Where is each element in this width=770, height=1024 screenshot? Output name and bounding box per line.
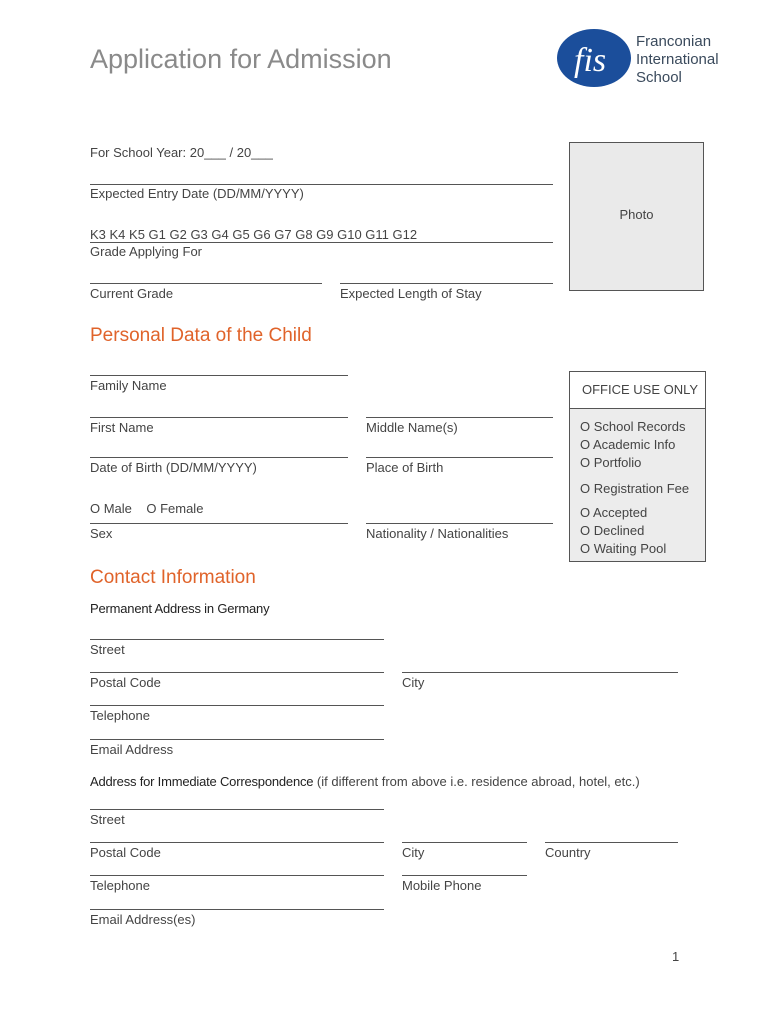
office-item-accepted[interactable]: O Accepted [580, 505, 648, 520]
office-item-declined[interactable]: O Declined [580, 523, 645, 538]
middle-names-line[interactable] [366, 417, 553, 418]
telephone-line[interactable] [90, 705, 384, 706]
first-name-line[interactable] [90, 417, 348, 418]
correspondence-note: (if different from above i.e. residence abroad, hotel, etc.) [313, 774, 640, 789]
city2-line[interactable] [402, 842, 527, 843]
mobile2-line[interactable] [402, 875, 527, 876]
logo-mark: fis [574, 42, 607, 79]
first-name-label: First Name [90, 420, 154, 435]
grade-line [90, 242, 553, 243]
school-year-field[interactable]: For School Year: 20___ / 20___ [90, 145, 273, 160]
email2-line[interactable] [90, 909, 384, 910]
postal-code-label: Postal Code [90, 675, 161, 690]
office-item-registration-fee[interactable]: O Registration Fee [580, 481, 690, 496]
country2-label: Country [545, 845, 591, 860]
grade-options[interactable]: K3 K4 K5 G1 G2 G3 G4 G5 G6 G7 G8 G9 G10 G11 G12 [90, 227, 418, 242]
office-item-portfolio[interactable]: O Portfolio [580, 455, 642, 470]
photo-box[interactable] [569, 142, 704, 291]
street2-line[interactable] [90, 809, 384, 810]
current-grade-line[interactable] [90, 283, 322, 284]
office-item-waiting-pool[interactable]: O Waiting Pool [580, 541, 667, 556]
office-item-school-records[interactable]: O School Records [580, 419, 686, 434]
postal-code-line[interactable] [90, 672, 384, 673]
postal-code2-line[interactable] [90, 842, 384, 843]
family-name-line[interactable] [90, 375, 348, 376]
city-line[interactable] [402, 672, 678, 673]
office-item-academic-info[interactable]: O Academic Info [580, 437, 676, 452]
logo-text-line1: Franconian [636, 33, 712, 50]
personal-data-heading: Personal Data of the Child [90, 325, 312, 346]
entry-date-label: Expected Entry Date (DD/MM/YYYY) [90, 186, 304, 201]
logo-text-line2: International [636, 51, 719, 68]
mobile2-label: Mobile Phone [402, 878, 482, 893]
nationality-line[interactable] [366, 523, 553, 524]
current-grade-label: Current Grade [90, 286, 174, 301]
entry-date-line[interactable] [90, 184, 553, 185]
sex-options[interactable]: O Male O Female [90, 501, 204, 516]
dob-line[interactable] [90, 457, 348, 458]
email2-label: Email Address(es) [90, 912, 196, 927]
place-of-birth-label: Place of Birth [366, 460, 444, 475]
page-title: Application for Admission [90, 44, 392, 74]
street-label: Street [90, 642, 125, 657]
logo-text [636, 33, 719, 87]
office-use-box [569, 371, 706, 562]
family-name-label: Family Name [90, 378, 167, 393]
dob-label: Date of Birth (DD/MM/YYYY) [90, 460, 257, 475]
photo-label: Photo [619, 207, 654, 222]
country2-line[interactable] [545, 842, 678, 843]
place-of-birth-line[interactable] [366, 457, 553, 458]
correspondence-heading-row [90, 774, 640, 789]
nationality-label: Nationality / Nationalities [366, 526, 509, 541]
logo-text-line3: School [636, 69, 682, 86]
permanent-address-heading: Permanent Address in Germany [90, 601, 270, 616]
email-label: Email Address [90, 742, 174, 757]
telephone2-label: Telephone [90, 878, 150, 893]
correspondence-heading: Address for Immediate Correspondence [90, 774, 314, 789]
office-use-header [570, 372, 705, 409]
postal-code2-label: Postal Code [90, 845, 161, 860]
email-line[interactable] [90, 739, 384, 740]
contact-heading: Contact Information [90, 567, 256, 588]
grade-applying-label: Grade Applying For [90, 244, 203, 259]
sex-label: Sex [90, 526, 113, 541]
street2-label: Street [90, 812, 125, 827]
telephone2-line[interactable] [90, 875, 384, 876]
middle-names-label: Middle Name(s) [366, 420, 458, 435]
length-of-stay-label: Expected Length of Stay [340, 286, 482, 301]
city-label: City [402, 675, 425, 690]
office-use-title: OFFICE USE ONLY [582, 382, 699, 397]
page-number: 1 [672, 949, 680, 964]
sex-line [90, 523, 348, 524]
street-line[interactable] [90, 639, 384, 640]
city2-label: City [402, 845, 425, 860]
length-of-stay-line[interactable] [340, 283, 553, 284]
telephone-label: Telephone [90, 708, 150, 723]
